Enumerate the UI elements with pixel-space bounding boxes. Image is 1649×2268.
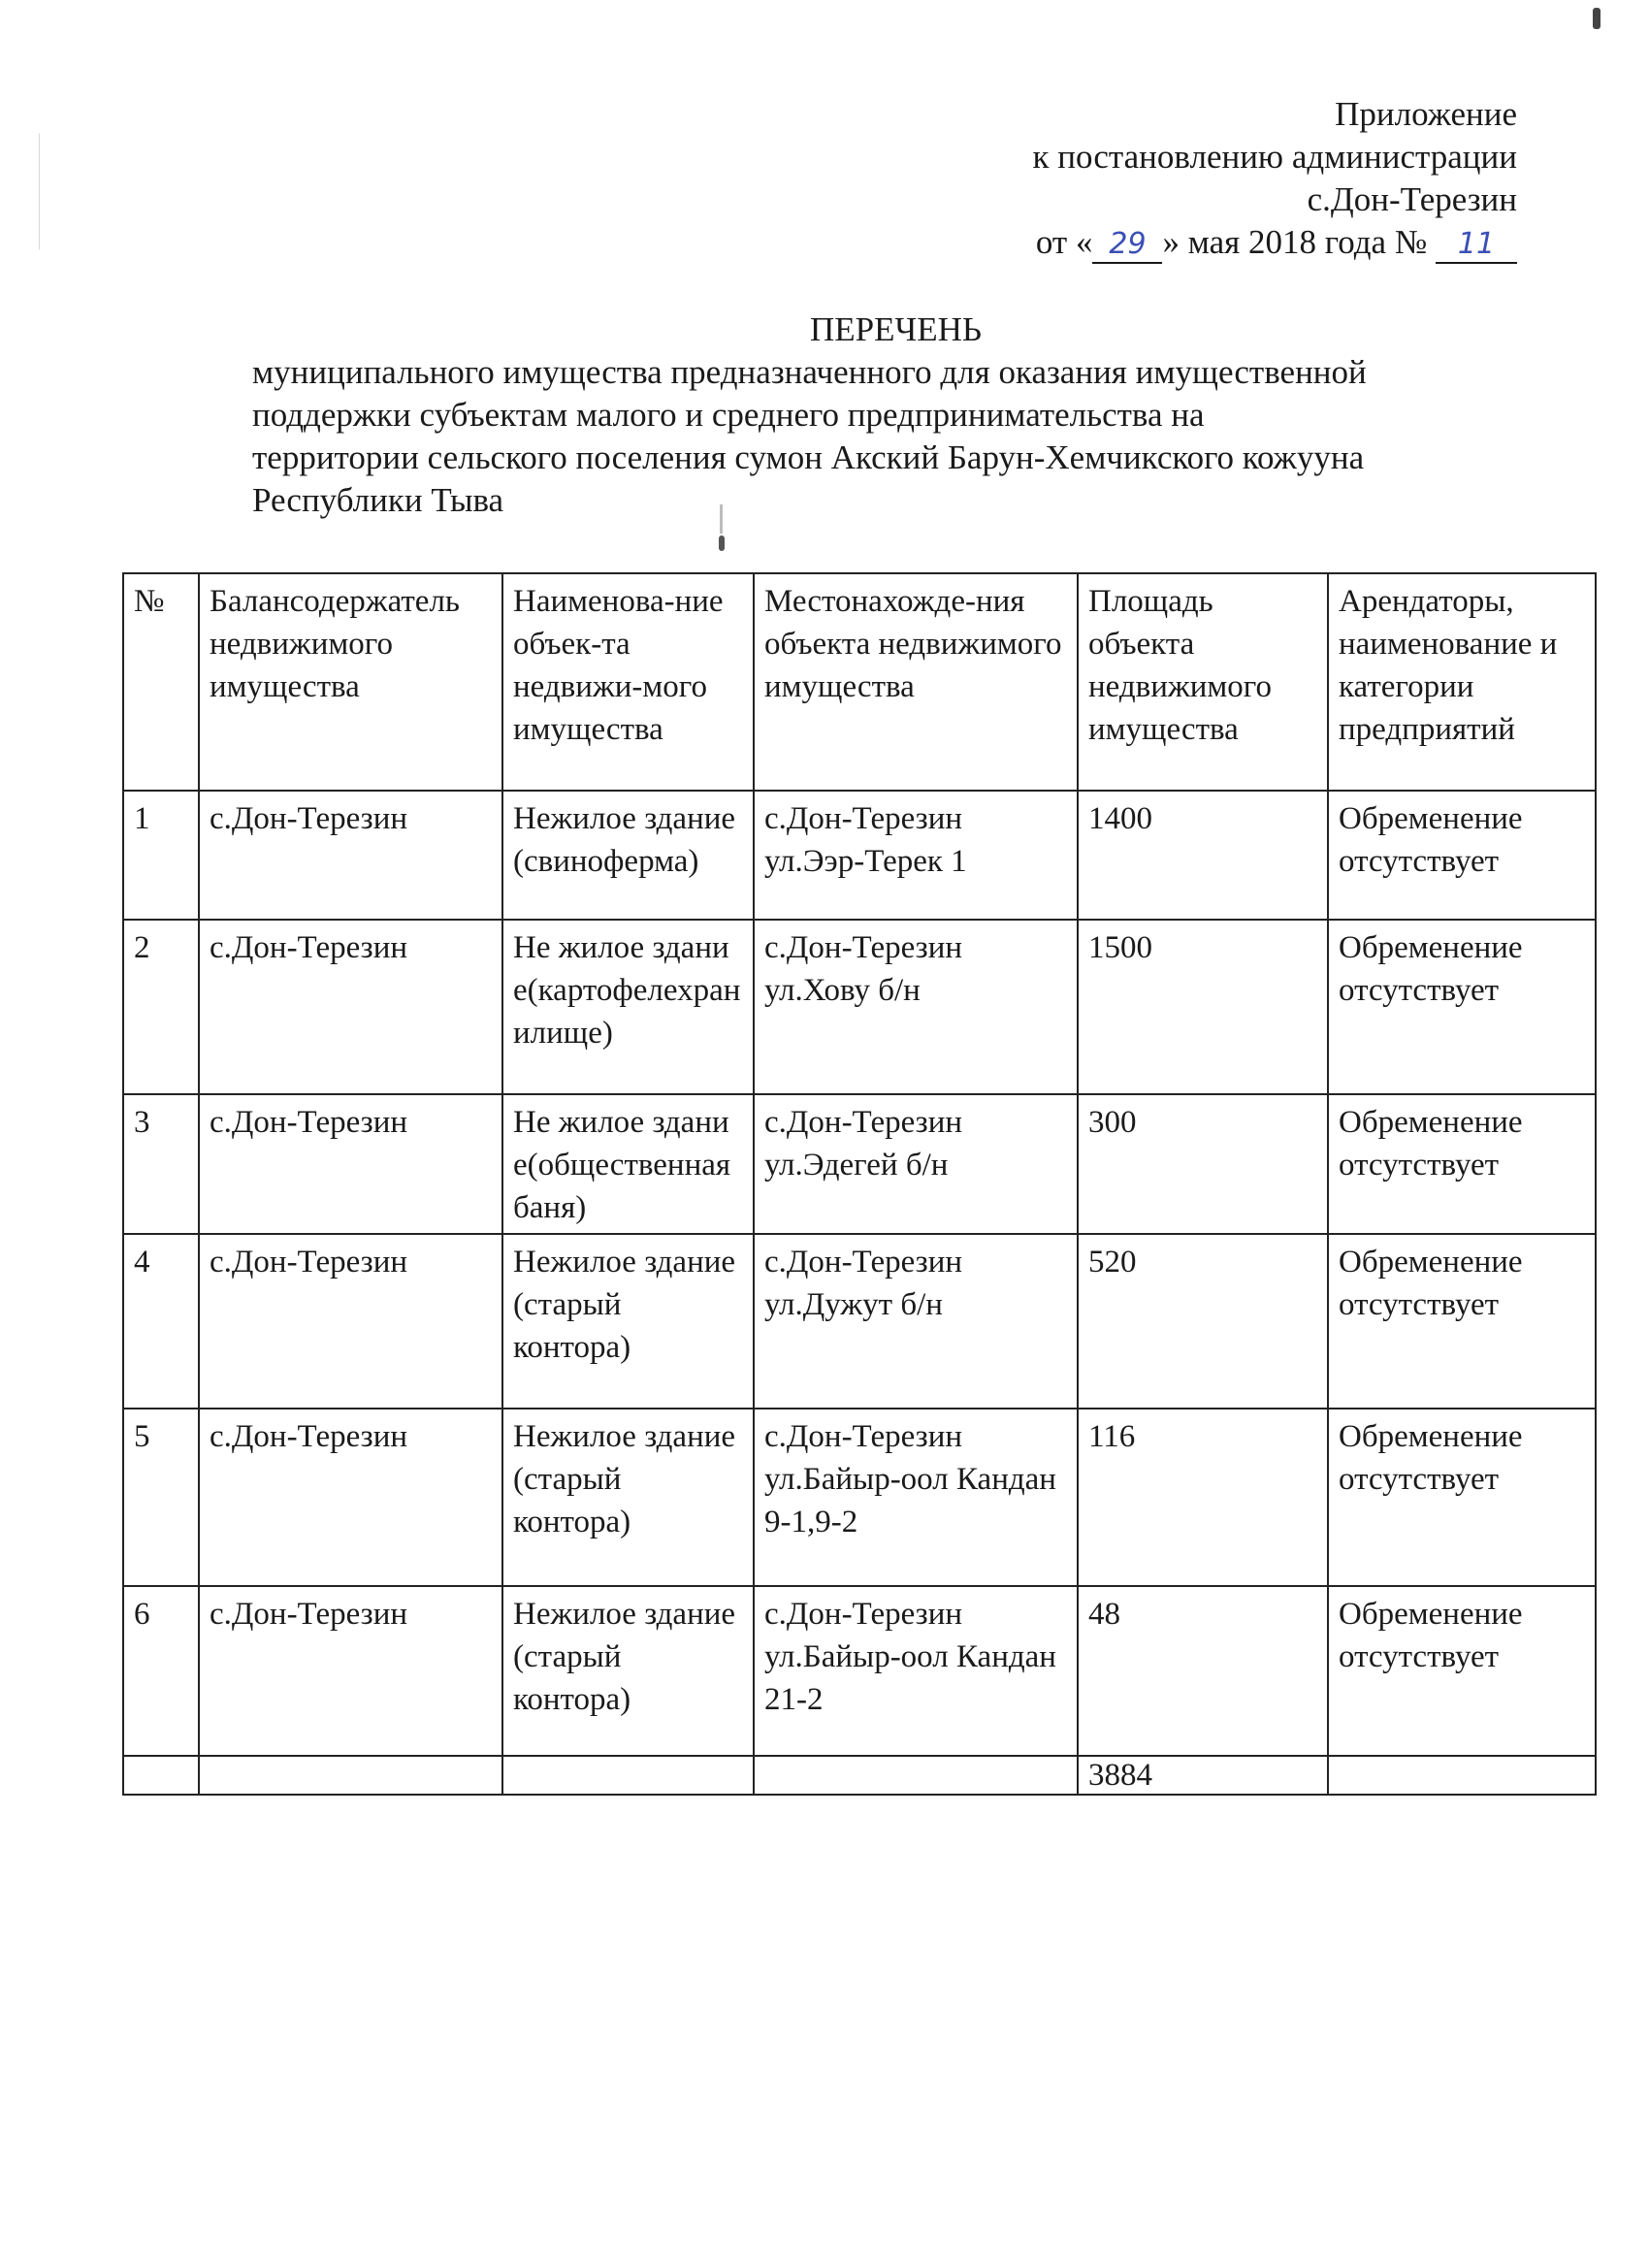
scan-edge-mark <box>1593 8 1600 29</box>
resolution-date-line <box>1033 221 1517 264</box>
table-row <box>123 920 1596 1094</box>
title-line-3: территории сельского поселения сумон Акский Барун-Хемчикского кожууна <box>252 438 1365 476</box>
appendix-header <box>1033 93 1517 264</box>
cell-object-name: Не жилое здание(общественная баня) <box>502 1094 754 1234</box>
cell-tenants: Обременение отсутствует <box>1328 1409 1596 1586</box>
table-row <box>123 1094 1596 1234</box>
title-line-2: поддержки субъектам малого и среднего предпринимательства на <box>252 396 1205 434</box>
cell-object-name: Не жилое здание(картофелехранилище) <box>502 920 754 1094</box>
pen-stroke-mark <box>720 504 723 534</box>
cell-number: 2 <box>123 920 199 1094</box>
cell-holder: с.Дон-Терезин <box>199 791 502 920</box>
table-row <box>123 791 1596 920</box>
table-row <box>123 1409 1596 1586</box>
cell-location: с.Дон-Терезин ул.Байыр-оол Кандан 9-1,9-2 <box>754 1409 1078 1586</box>
table-row <box>123 1234 1596 1409</box>
cell-number: 1 <box>123 791 199 920</box>
cell-location: с.Дон-Терезин ул.Дужут б/н <box>754 1234 1078 1409</box>
title-line-4: Республики Тыва <box>252 481 504 519</box>
cell-tenants: Обременение отсутствует <box>1328 920 1596 1094</box>
cell-area: 116 <box>1078 1409 1328 1586</box>
table-row <box>123 1586 1596 1756</box>
total-cell-empty <box>199 1756 502 1795</box>
cell-object-name: Нежилое здание (свиноферма) <box>502 791 754 920</box>
property-registry-table <box>122 572 1597 1796</box>
cell-object-name: Нежилое здание (старый контора) <box>502 1586 754 1756</box>
header-object-name: Наименова-ние объек-та недвижи-мого имущества <box>502 573 754 791</box>
header-tenants: Арендаторы, наименование и категории предприятий <box>1328 573 1596 791</box>
paper-fold-mark <box>0 119 40 250</box>
title-heading: ПЕРЕЧЕНЬ <box>810 310 982 348</box>
appendix-label: Приложение <box>1335 95 1517 133</box>
cell-tenants: Обременение отсутствует <box>1328 791 1596 920</box>
cell-number: 3 <box>123 1094 199 1234</box>
settlement-name: с.Дон-Терезин <box>1307 180 1517 218</box>
date-middle: » мая 2018 года № <box>1162 223 1428 261</box>
cell-holder: с.Дон-Терезин <box>199 1234 502 1409</box>
cell-number: 5 <box>123 1409 199 1586</box>
header-location: Местонахожде-ния объекта недвижимого имущества <box>754 573 1078 791</box>
date-prefix: от « <box>1035 223 1093 261</box>
table-header-row <box>123 573 1596 791</box>
cell-location: с.Дон-Терезин ул.Ээр-Терек 1 <box>754 791 1078 920</box>
cell-tenants: Обременение отсутствует <box>1328 1586 1596 1756</box>
cell-area: 300 <box>1078 1094 1328 1234</box>
header-balance-holder: Балансодержатель недвижимого имущества <box>199 573 502 791</box>
total-cell-empty <box>1328 1756 1596 1795</box>
cell-location: с.Дон-Терезин ул.Байыр-оол Кандан 21-2 <box>754 1586 1078 1756</box>
header-area: Площадь объекта недвижимого имущества <box>1078 573 1328 791</box>
ink-dot-mark <box>719 535 725 551</box>
total-row <box>123 1756 1596 1795</box>
cell-tenants: Обременение отсутствует <box>1328 1234 1596 1409</box>
cell-location: с.Дон-Терезин ул.Хову б/н <box>754 920 1078 1094</box>
header-number: № <box>123 573 199 791</box>
cell-tenants: Обременение отсутствует <box>1328 1094 1596 1234</box>
total-cell-empty <box>123 1756 199 1795</box>
document-title <box>252 308 1513 522</box>
cell-area: 1500 <box>1078 920 1328 1094</box>
title-line-1: муниципального имущества предназначенного для оказания имущественной <box>252 353 1367 391</box>
cell-object-name: Нежилое здание (старый контора) <box>502 1409 754 1586</box>
cell-area: 1400 <box>1078 791 1328 920</box>
resolution-reference: к постановлению администрации <box>1032 138 1517 176</box>
cell-holder: с.Дон-Терезин <box>199 1409 502 1586</box>
total-cell-empty <box>502 1756 754 1795</box>
cell-holder: с.Дон-Терезин <box>199 1586 502 1756</box>
cell-holder: с.Дон-Терезин <box>199 1094 502 1234</box>
handwritten-day: 29 <box>1092 227 1162 264</box>
cell-area: 48 <box>1078 1586 1328 1756</box>
cell-holder: с.Дон-Терезин <box>199 920 502 1094</box>
cell-number: 6 <box>123 1586 199 1756</box>
cell-object-name: Нежилое здание (старый контора) <box>502 1234 754 1409</box>
handwritten-doc-number: 11 <box>1436 227 1517 264</box>
cell-area: 520 <box>1078 1234 1328 1409</box>
cell-location: с.Дон-Терезин ул.Эдегей б/н <box>754 1094 1078 1234</box>
total-area: 3884 <box>1078 1756 1328 1795</box>
cell-number: 4 <box>123 1234 199 1409</box>
total-cell-empty <box>754 1756 1078 1795</box>
